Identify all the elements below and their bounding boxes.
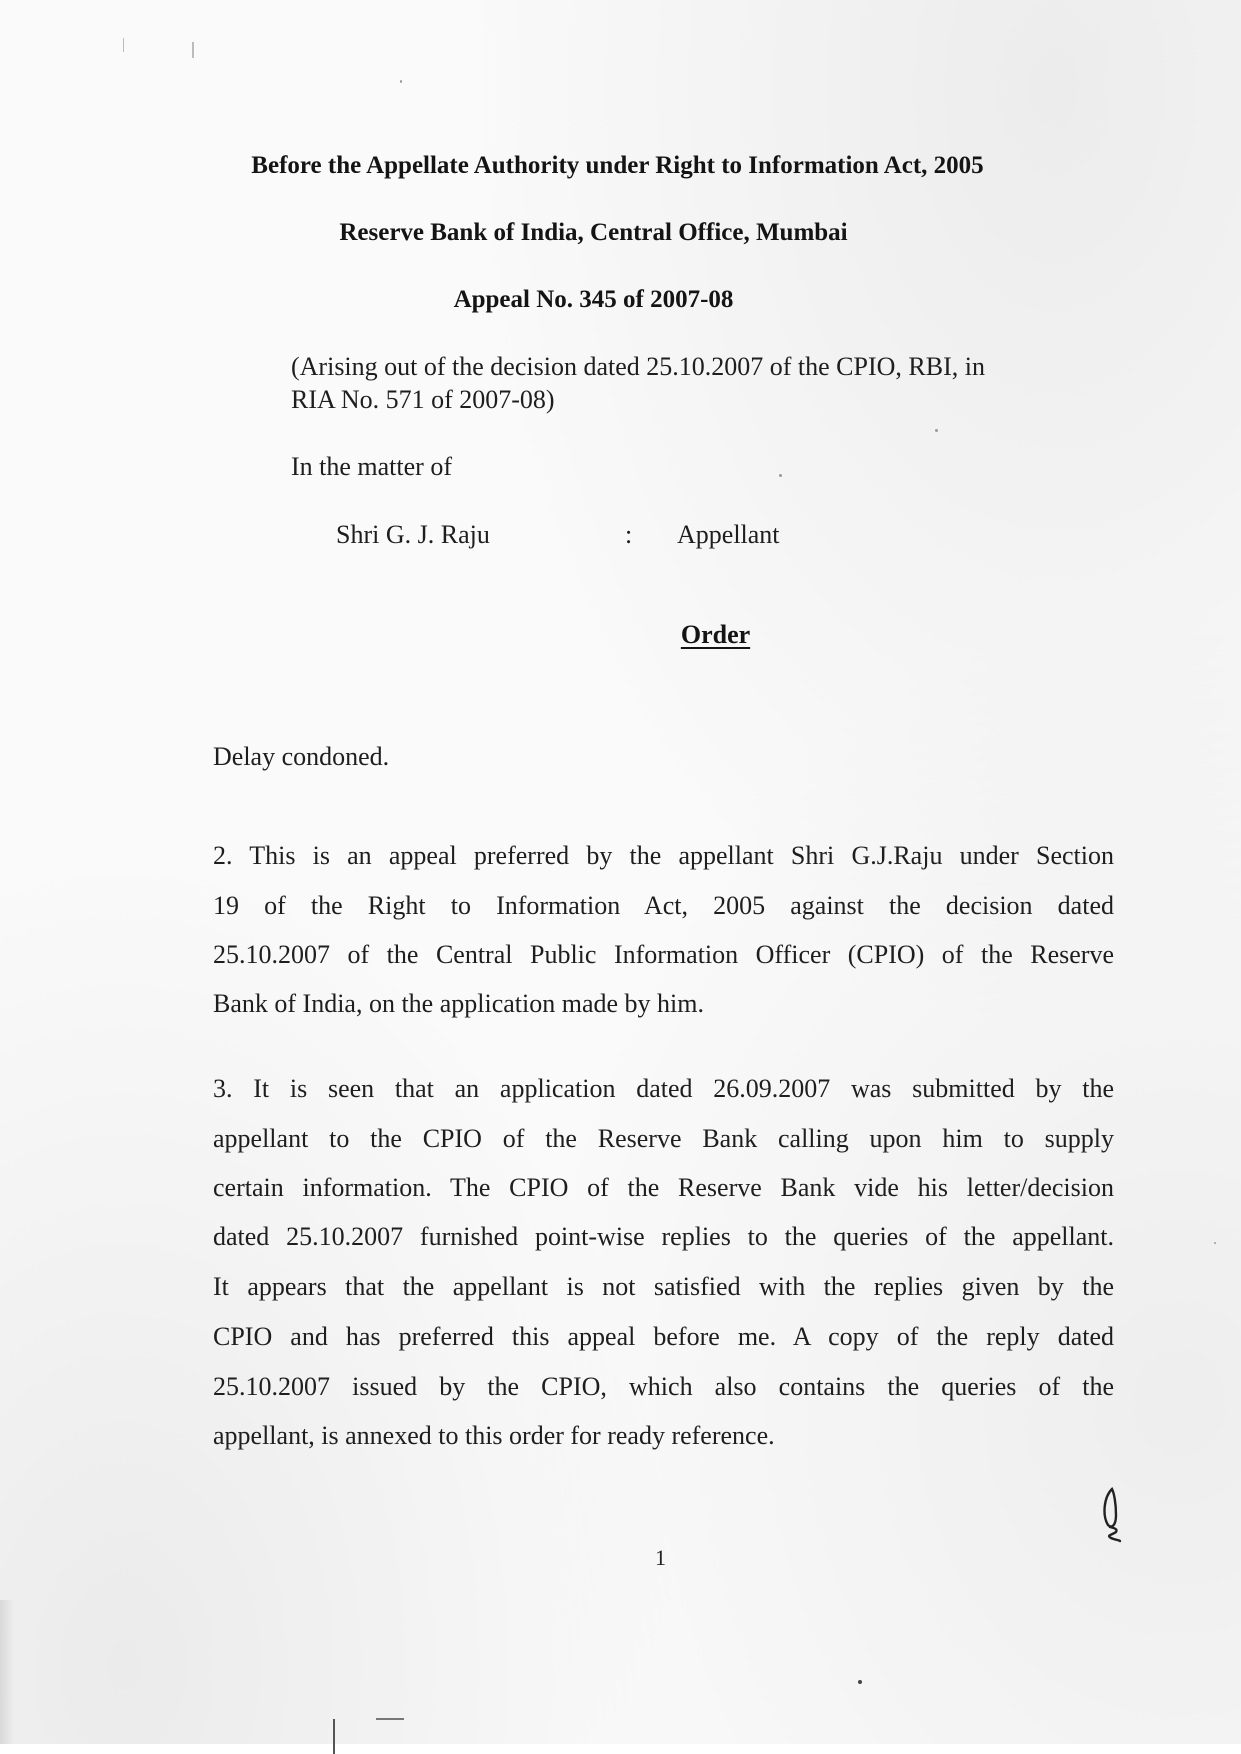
institution-heading: Reserve Bank of India, Central Office, Mumbai xyxy=(339,219,848,246)
authority-heading: Before the Appellate Authority under Right to Information Act, 2005 xyxy=(251,152,984,179)
party-separator: : xyxy=(625,520,633,549)
paragraph-3-line-text: It appears that the appellant is not satisfied with the replies given by the xyxy=(213,1272,1114,1301)
order-title: Order xyxy=(680,620,751,649)
arising-note-line-2: RIA No. 571 of 2007-08) xyxy=(291,385,555,414)
party-name: Shri G. J. Raju xyxy=(336,520,490,549)
paragraph-2-line xyxy=(213,989,1114,1019)
paragraph-3-line xyxy=(213,1124,1114,1154)
party-role: Appellant xyxy=(677,520,780,549)
paragraph-2-line-text: Bank of India, on the application made by him. xyxy=(213,989,704,1018)
paragraph-3-line xyxy=(213,1272,1114,1302)
paragraph-3-line-text: CPIO and has preferred this appeal before me. A copy of the reply dated xyxy=(213,1322,1114,1351)
matter-intro: In the matter of xyxy=(291,452,452,481)
paragraph-2-line-text: 25.10.2007 of the Central Public Information Officer (CPIO) of the Reserve xyxy=(213,940,1114,969)
scan-speck xyxy=(400,80,402,83)
paragraph-3-line xyxy=(213,1173,1114,1203)
scan-speck xyxy=(779,474,782,477)
paragraph-3-line xyxy=(213,1421,1114,1451)
paragraph-3-line xyxy=(213,1372,1114,1402)
paragraph-2-line xyxy=(213,891,1114,921)
page-number: 1 xyxy=(655,1545,666,1570)
arising-note-line-1: (Arising out of the decision dated 25.10.2007 of the CPIO, RBI, in xyxy=(291,352,985,381)
scan-bottom-border xyxy=(0,1744,1241,1754)
paragraph-3-line-text: appellant, is annexed to this order for ready reference. xyxy=(213,1421,775,1450)
paragraph-2-line-text: 2. This is an appeal preferred by the appellant Shri G.J.Raju under Section xyxy=(213,841,1114,870)
paragraph-3-line-text: 3. It is seen that an application dated 26.09.2007 was submitted by the xyxy=(213,1074,1114,1103)
paragraph-3-line xyxy=(213,1322,1114,1352)
scan-shadow-edge xyxy=(0,1600,14,1754)
scan-speck xyxy=(858,1680,862,1684)
scan-speck xyxy=(935,429,938,432)
paragraph-1-line xyxy=(213,742,1114,772)
handwritten-initials-icon xyxy=(1092,1485,1132,1545)
paragraph-3-line-text: appellant to the CPIO of the Reserve Bank calling upon him to supply xyxy=(213,1124,1114,1153)
paragraph-3-line-text: certain information. The CPIO of the Reserve Bank vide his letter/decision xyxy=(213,1173,1114,1202)
paragraph-2-line xyxy=(213,940,1114,970)
scan-mark-line xyxy=(123,38,124,52)
paragraph-2-line-text: 19 of the Right to Information Act, 2005 against the decision dated xyxy=(213,891,1114,920)
paragraph-3-line xyxy=(213,1074,1114,1104)
paragraph-3-line-text: dated 25.10.2007 furnished point-wise replies to the queries of the appellant. xyxy=(213,1222,1114,1251)
appeal-number-heading: Appeal No. 345 of 2007-08 xyxy=(453,286,734,313)
paragraph-3-line-text: 25.10.2007 issued by the CPIO, which also contains the queries of the xyxy=(213,1372,1114,1401)
scan-mark-line xyxy=(376,1718,404,1720)
scan-mark-line xyxy=(192,42,194,58)
scan-speck xyxy=(1214,1242,1216,1244)
scan-mark-line xyxy=(333,1719,335,1754)
paragraph-2-line xyxy=(213,841,1114,871)
paragraph-3-line xyxy=(213,1222,1114,1252)
paragraph-1-line-text: Delay condoned. xyxy=(213,742,390,771)
